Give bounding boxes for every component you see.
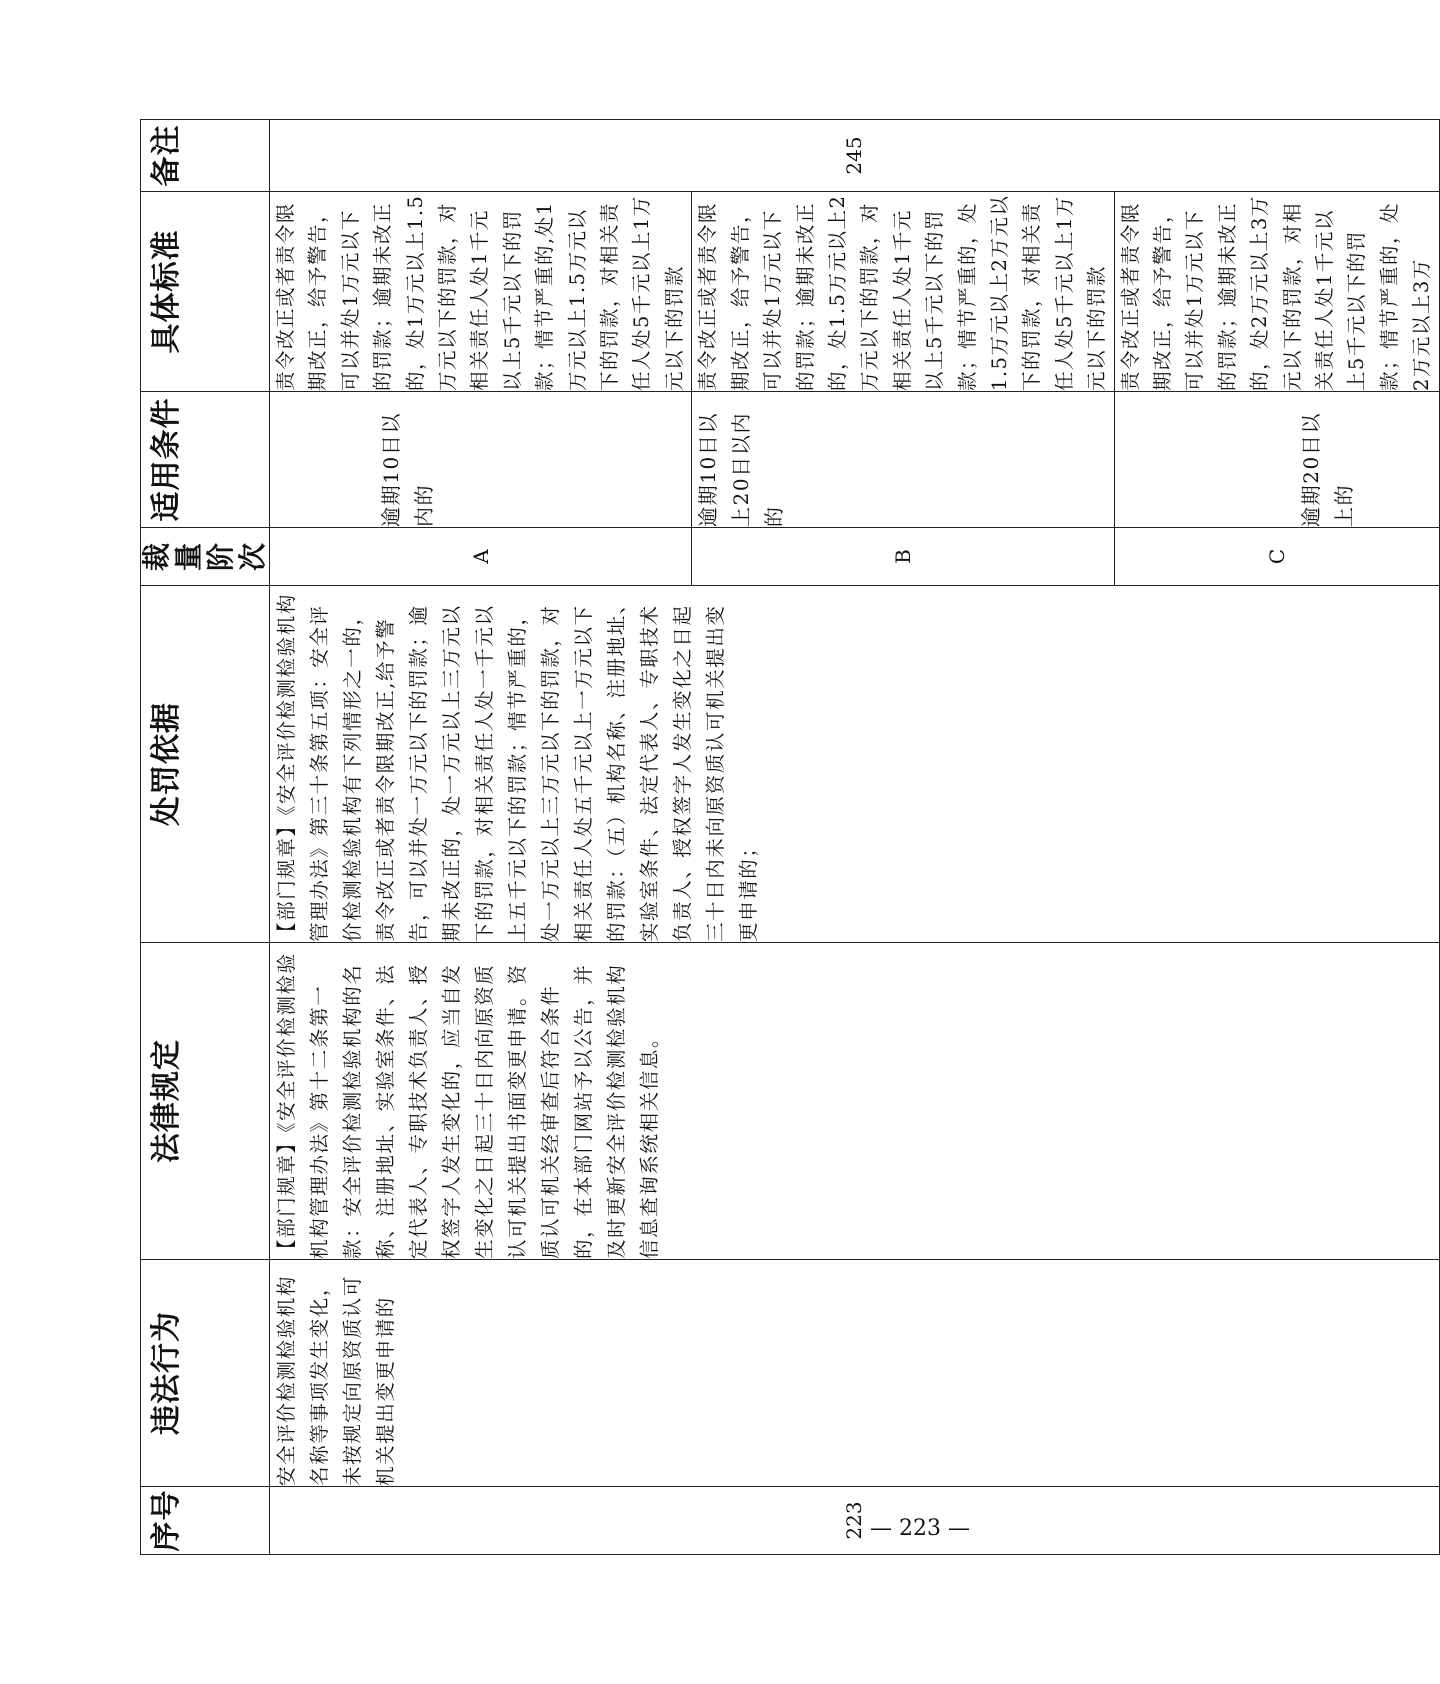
header-act: 违法行为 (141, 1260, 270, 1487)
header-level: 裁量阶次 (141, 528, 270, 586)
note-cell: 245 (270, 120, 1440, 192)
header-std: 具体标准 (141, 192, 270, 392)
level-c-cell: C (1114, 528, 1439, 586)
table-row-a (270, 120, 692, 1555)
cond-b-cell: 逾期10日以上20日以内的 (692, 392, 1114, 528)
header-cond: 适用条件 (141, 392, 270, 528)
page-number: — 223 — (870, 1516, 970, 1541)
std-c-cell: 责令改正或者责令限期改正，给予警告，可以并处1万元以下的罚款；逾期未改正的，处2万元以上3万元以下的罚款，对相关责任人处1千元以上5千元以下的罚款；情节严重的，处2万元以上3万 (1114, 192, 1439, 392)
header-seq: 序号 (141, 1487, 270, 1555)
header-law: 法律规定 (141, 943, 270, 1260)
level-a-cell: A (270, 528, 692, 586)
header-basis: 处罚依据 (141, 586, 270, 943)
violation-cell: 安全评价检测检验机构名称等事项发生变化，未按规定向原资质认可机关提出变更申请的 (270, 1260, 1440, 1487)
level-b-cell: B (692, 528, 1114, 586)
law-cell: 【部门规章】《安全评价检测检验机构管理办法》第十二条第一款：安全评价检测检验机构的名称、注册地址、实验室条件、法定代表人、专职技术负责人、授权签字人发生变化的，应当自发生变化之日起三十日内向原资质认可机关提出书面变更申请。资质认可机关经审查后符合条件的，在本部门网站予以公告，并及时更新安全评价检测检验机构信息查询系统相关信息。 (270, 943, 1440, 1260)
seq-cell: 223 (270, 1487, 1440, 1555)
cond-a-cell: 逾期10日以内的 (270, 392, 692, 528)
rotated-table-container (140, 120, 1434, 1555)
std-b-cell: 责令改正或者责令限期改正，给予警告，可以并处1万元以下的罚款；逾期未改正的，处1.5万元以上2万元以下的罚款，对相关责任人处1千元以上5千元以下的罚款；情节严重的，处1.5万元以上2万元以下的罚款，对相关责任人处5千元以上1万元以下的罚款 (692, 192, 1114, 392)
cond-c-cell: 逾期20日以上的 (1114, 392, 1439, 528)
basis-cell: 【部门规章】《安全评价检测检验机构管理办法》第三十条第五项：安全评价检测检验机构有下列情形之一的，责令改正或者责令限期改正,给予警告，可以并处一万元以下的罚款；逾期未改正的，处一万元以上三万元以下的罚款，对相关责任人处一千元以上五千元以下的罚款；情节严重的，处一万元以上三万元以下的罚款，对相关责任人处五千元以上一万元以下的罚款：（五）机构名称、注册地址、实验室条件、法定代表人、专职技术负责人、授权签字人发生变化之日起三十日内未向原资质认可机关提出变更申请的； (270, 586, 1440, 943)
std-a-cell: 责令改正或者责令限期改正，给予警告，可以并处1万元以下的罚款；逾期未改正的，处1万元以上1.5万元以下的罚款，对相关责任人处1千元以上5千元以下的罚款；情节严重的,处1万元以上1.5万元以下的罚款，对相关责任人处5千元以上1万元以下的罚款 (270, 192, 692, 392)
header-row (141, 120, 270, 1555)
penalty-table (140, 119, 1440, 1555)
header-note: 备注 (141, 120, 270, 192)
